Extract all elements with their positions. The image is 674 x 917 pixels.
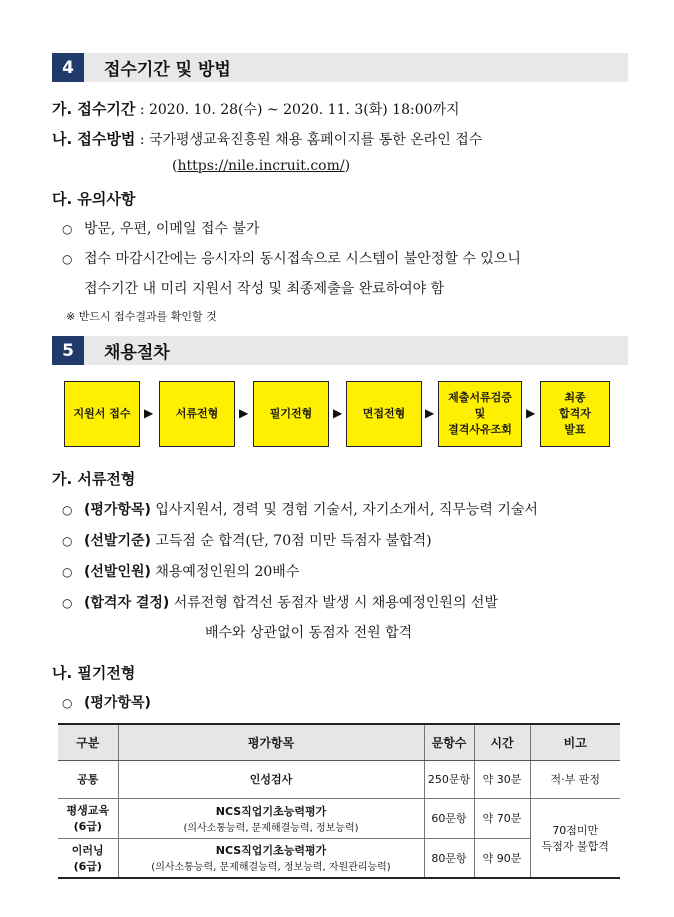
table-header: 시간 [474,724,530,760]
table-cell: 80문항 [424,838,474,878]
application-method [52,128,482,149]
item-title: NCS직업기초능력평가 [215,804,327,818]
written-test-table [58,723,620,879]
bullet-icon: ○ [62,503,73,517]
arrow-right-icon: ▶ [333,406,343,420]
table-cell: 약 30분 [474,760,530,798]
section-5-title: 채용절차 [104,343,170,363]
section-4-number: 4 [52,53,84,82]
arrow-right-icon: ▶ [526,406,536,420]
flow-step-5: 제출서류검증 및 결격사유조회 [438,381,522,447]
section-4-header [52,53,628,82]
flow-step-2: 서류전형 [159,381,235,447]
screening-item-3-label: (선발인원) [84,564,151,580]
table-cell [58,838,118,878]
bullet-icon: ○ [62,596,73,610]
section-5-header [52,336,628,365]
group-line-2: (6급) [73,859,102,873]
screening-item-4-cont: 배수와 상관없이 동점자 전원 합격 [205,625,413,641]
screening-item-3-text: 채용예정인원의 20배수 [150,564,300,580]
table-cell: 약 90분 [474,838,530,878]
table-row [58,760,620,798]
precaution-item-2-text: 접수 마감시간에는 응시자의 동시접속으로 시스템이 불안정할 수 있으니 [84,251,521,267]
application-url-line [172,158,350,174]
screening-item-1 [62,499,538,519]
precautions-label: 다. 유의사항 [52,190,136,208]
footnote: ※ 반드시 접수결과를 확인할 것 [66,310,217,323]
written-test-item-label: (평가항목) [84,695,151,711]
section-5-number: 5 [52,336,84,365]
section-4-title: 접수기간 및 방법 [104,60,231,80]
item-subtitle: (의사소통능력, 문제해결능력, 정보능력) [183,822,359,834]
flow-step-4: 면접전형 [346,381,422,447]
arrow-right-icon: ▶ [425,406,435,420]
bullet-icon: ○ [62,222,73,236]
note-line-1: 70점미만 [552,823,599,837]
item-subtitle: (의사소통능력, 문제해결능력, 정보능력, 자원관리능력) [151,862,391,874]
flow-step-3: 필기전형 [253,381,329,447]
table-cell [530,798,620,878]
written-test-item [62,692,151,712]
screening-item-1-text: 입사지원서, 경력 및 경험 기술서, 자기소개서, 직무능력 기술서 [150,502,538,518]
note-line-2: 득점자 불합격 [541,839,609,853]
url-close-paren: ) [344,158,351,174]
document-screening-label: 가. 서류전형 [52,470,136,488]
table-cell: 적·부 판정 [530,760,620,798]
screening-item-1-label: (평가항목) [84,502,151,518]
application-period-label: 가. 접수기간 [52,100,136,118]
table-cell [118,798,424,838]
bullet-icon: ○ [62,534,73,548]
application-period [52,98,460,119]
url-open-paren: ( [172,158,178,174]
table-cell: 60문항 [424,798,474,838]
screening-item-4-label: (합격자 결정) [84,595,170,611]
arrow-right-icon: ▶ [144,406,154,420]
table-row [58,798,620,838]
table-header: 비고 [530,724,620,760]
precaution-item-2-cont: 접수기간 내 미리 지원서 작성 및 최종제출을 완료하여야 함 [84,281,445,297]
screening-item-2-text: 고득점 순 합격(단, 70점 미만 득점자 불합격) [150,533,432,549]
screening-item-2-label: (선발기준) [84,533,151,549]
item-title: NCS직업기초능력평가 [215,844,327,858]
written-test-label: 나. 필기전형 [52,664,136,682]
screening-item-3 [62,561,299,581]
table-cell: 인성검사 [118,760,424,798]
flow-step-6: 최종 합격자 발표 [540,381,610,447]
screening-item-4 [62,592,498,612]
group-line-1: 평생교육 [66,804,109,817]
application-url-link[interactable]: https://nile.incruit.com/ [177,158,345,174]
precaution-item-2 [62,248,521,268]
flow-step-1: 지원서 접수 [64,381,140,447]
table-header-row [58,724,620,760]
application-method-text: : 국가평생교육진흥원 채용 홈페이지를 통한 온라인 접수 [135,132,483,148]
arrow-right-icon: ▶ [239,406,249,420]
screening-item-2 [62,530,432,550]
precaution-item-1 [62,218,259,238]
table-cell [58,798,118,838]
group-line-2: (6급) [73,820,102,833]
table-header: 구분 [58,724,118,760]
table-cell: 공통 [58,760,118,798]
table-cell: 약 70분 [474,798,530,838]
table-cell [118,838,424,878]
group-line-1: 이러닝 [71,843,104,857]
precaution-item-1-text: 방문, 우편, 이메일 접수 불가 [84,221,260,237]
application-period-text: : 2020. 10. 28(수) ~ 2020. 11. 3(화) 18:00까지 [135,102,460,118]
bullet-icon: ○ [62,252,73,266]
table-header: 문항수 [424,724,474,760]
application-method-label: 나. 접수방법 [52,130,136,148]
table-cell: 250문항 [424,760,474,798]
screening-item-4-text: 서류전형 합격선 동점자 발생 시 채용예정인원의 선발 [169,595,498,611]
table-header: 평가항목 [118,724,424,760]
bullet-icon: ○ [62,696,73,710]
bullet-icon: ○ [62,565,73,579]
